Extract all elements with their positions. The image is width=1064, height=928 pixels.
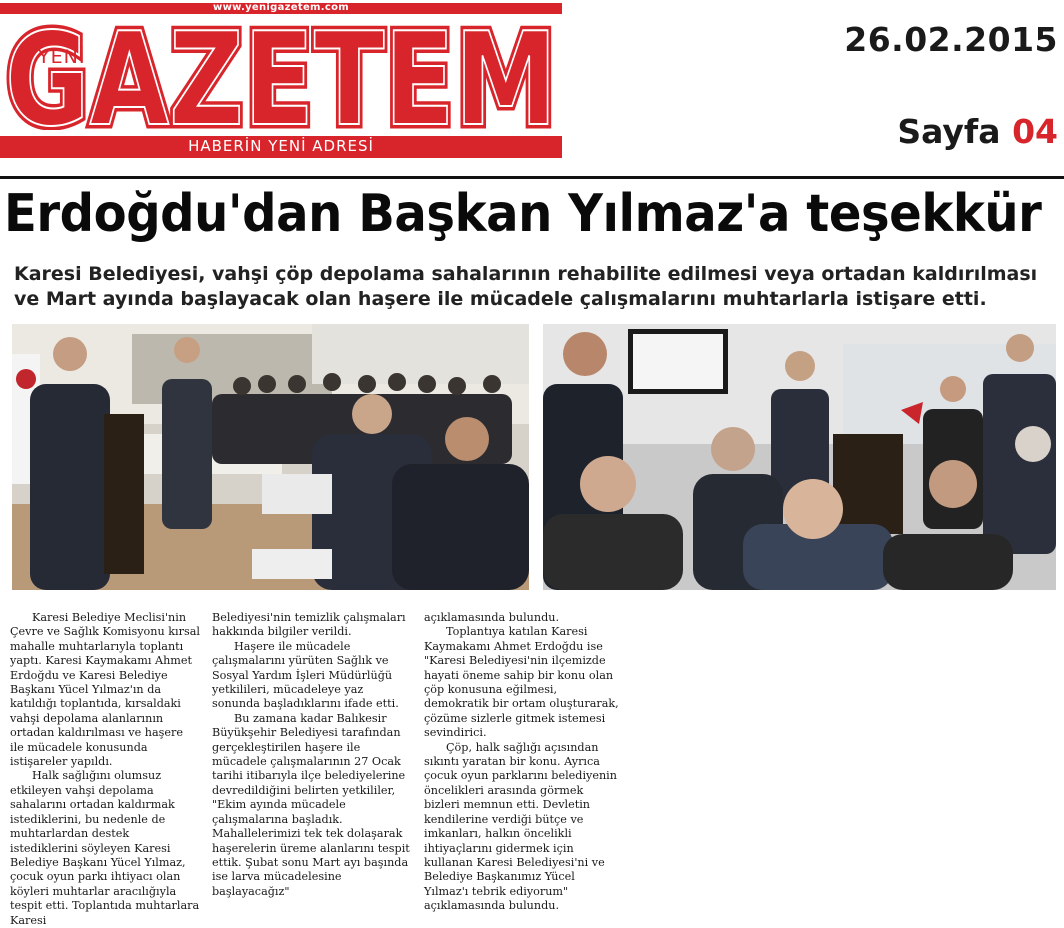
header-rule — [0, 176, 1064, 179]
photo-meeting-speaker-image — [12, 324, 529, 590]
photo-mayor-audience — [543, 324, 1056, 590]
paragraph: Karesi Belediye Meclisi'nin Çevre ve Sağlık Komisyonu kırsal mahalle muhtarlarıyla toplantı yaptı. Karesi Kaymakamı Ahmet Erdoğdu ve Karesi Belediye Başkanı Yücel Yılmaz'ın da katıldığı toplantıda, kırsaldaki vahşi depolama alanlarının ortadan kaldırılması ve haşere ile mücadele konusunda istişareler yapıldı. — [10, 611, 200, 769]
gazetem-logo — [0, 14, 562, 130]
masthead-yeni: YENİ — [38, 46, 86, 68]
paragraph: Haşere ile mücadele çalışmalarını yürüten Sağlık ve Sosyal Yardım İşleri Müdürlüğü yetkilileri, mücadeleye yaz sonunda başladıklarını ifade etti. — [212, 639, 399, 711]
article-headline: Erdoğdu'dan Başkan Yılmaz'a teşekkür — [4, 184, 1042, 244]
article-column-3 — [424, 611, 619, 914]
photo-meeting-speaker — [12, 324, 529, 590]
article-column-1 — [10, 611, 200, 928]
logo-text: GAZETEM — [5, 14, 557, 130]
paragraph: Bu zamana kadar Balıkesir Büyükşehir Belediyesi tarafından gerçekleştirilen haşere ile mücadele çalışmalarının 27 Ocak tarihi itibarıyla ilçe belediyelerine devredildiğini belirten yetkililer, "Ekim ayında mücadele çalışmalarına başladık. Mahallelerimizi tek tek dolaşarak haşerelerin üreme alanlarını tespit ettik. Şubat sonu Mart ayı başında ise larva mücadelesine başlayacağız" — [212, 711, 410, 898]
masthead-url[interactable]: www.yenigazetem.com — [213, 2, 349, 13]
paragraph: Toplantıya katılan Karesi Kaymakamı Ahmet Erdoğdu ise "Karesi Belediyesi'nin ilçemizde hayati öneme sahip bir konu olan çöp konusuna eğilmesi, demokratik bir ortam oluşturarak, çözüme sizlerle gitmek istemesi sevindirici. — [424, 625, 619, 740]
masthead — [0, 0, 562, 160]
photo-mayor-audience-image — [543, 324, 1056, 590]
page-number-value: 04 — [1012, 112, 1058, 151]
page-label: Sayfa — [897, 112, 1001, 151]
paragraph: Belediyesi'nin temizlik çalışmaları hakkında bilgiler verildi. — [212, 611, 406, 639]
article-column-2 — [212, 611, 412, 899]
masthead-slogan: HABERİN YENİ ADRESİ — [188, 137, 374, 155]
page-number — [897, 112, 1058, 151]
logo-outline: GAZETEM — [5, 14, 557, 130]
article-subheadline: Karesi Belediyesi, vahşi çöp depolama sahalarının rehabilite edilmesi veya ortadan kaldırılması ve Mart ayında başlayacak olan haşere ile mücadele çalışmalarını muhtarlarla istişare etti. — [14, 263, 1038, 310]
paragraph: Halk sağlığını olumsuz etkileyen vahşi depolama sahalarını ortadan kaldırmak istediklerini, bu nedenle de muhtarlardan destek istediklerini söyleyen Karesi Belediye Başkanı Yücel Yılmaz, çocuk oyun parkı ihtiyacı olan köyleri muhtarlar aracılığıyla tespit etti. Toplantıda muhtarlara Karesi — [10, 769, 200, 927]
paragraph: açıklamasında bulundu. — [424, 611, 560, 624]
paragraph: Çöp, halk sağlığı açısından sıkıntı yaratan bir konu. Ayrıca çocuk oyun parklarını belediyenin öncelikleri arasında görmek bizleri memnun etti. Devletin kendilerine verdiği bütçe ve imkanları, halkın öncelikli ihtiyaçlarını gidermek için kullanan Karesi Belediyesi'ni ve Belediye Başkanımız Yücel Yılmaz'ı tebrik ediyorum" açıklamasında bulundu. — [424, 740, 617, 913]
issue-date: 26.02.2015 — [844, 20, 1058, 59]
